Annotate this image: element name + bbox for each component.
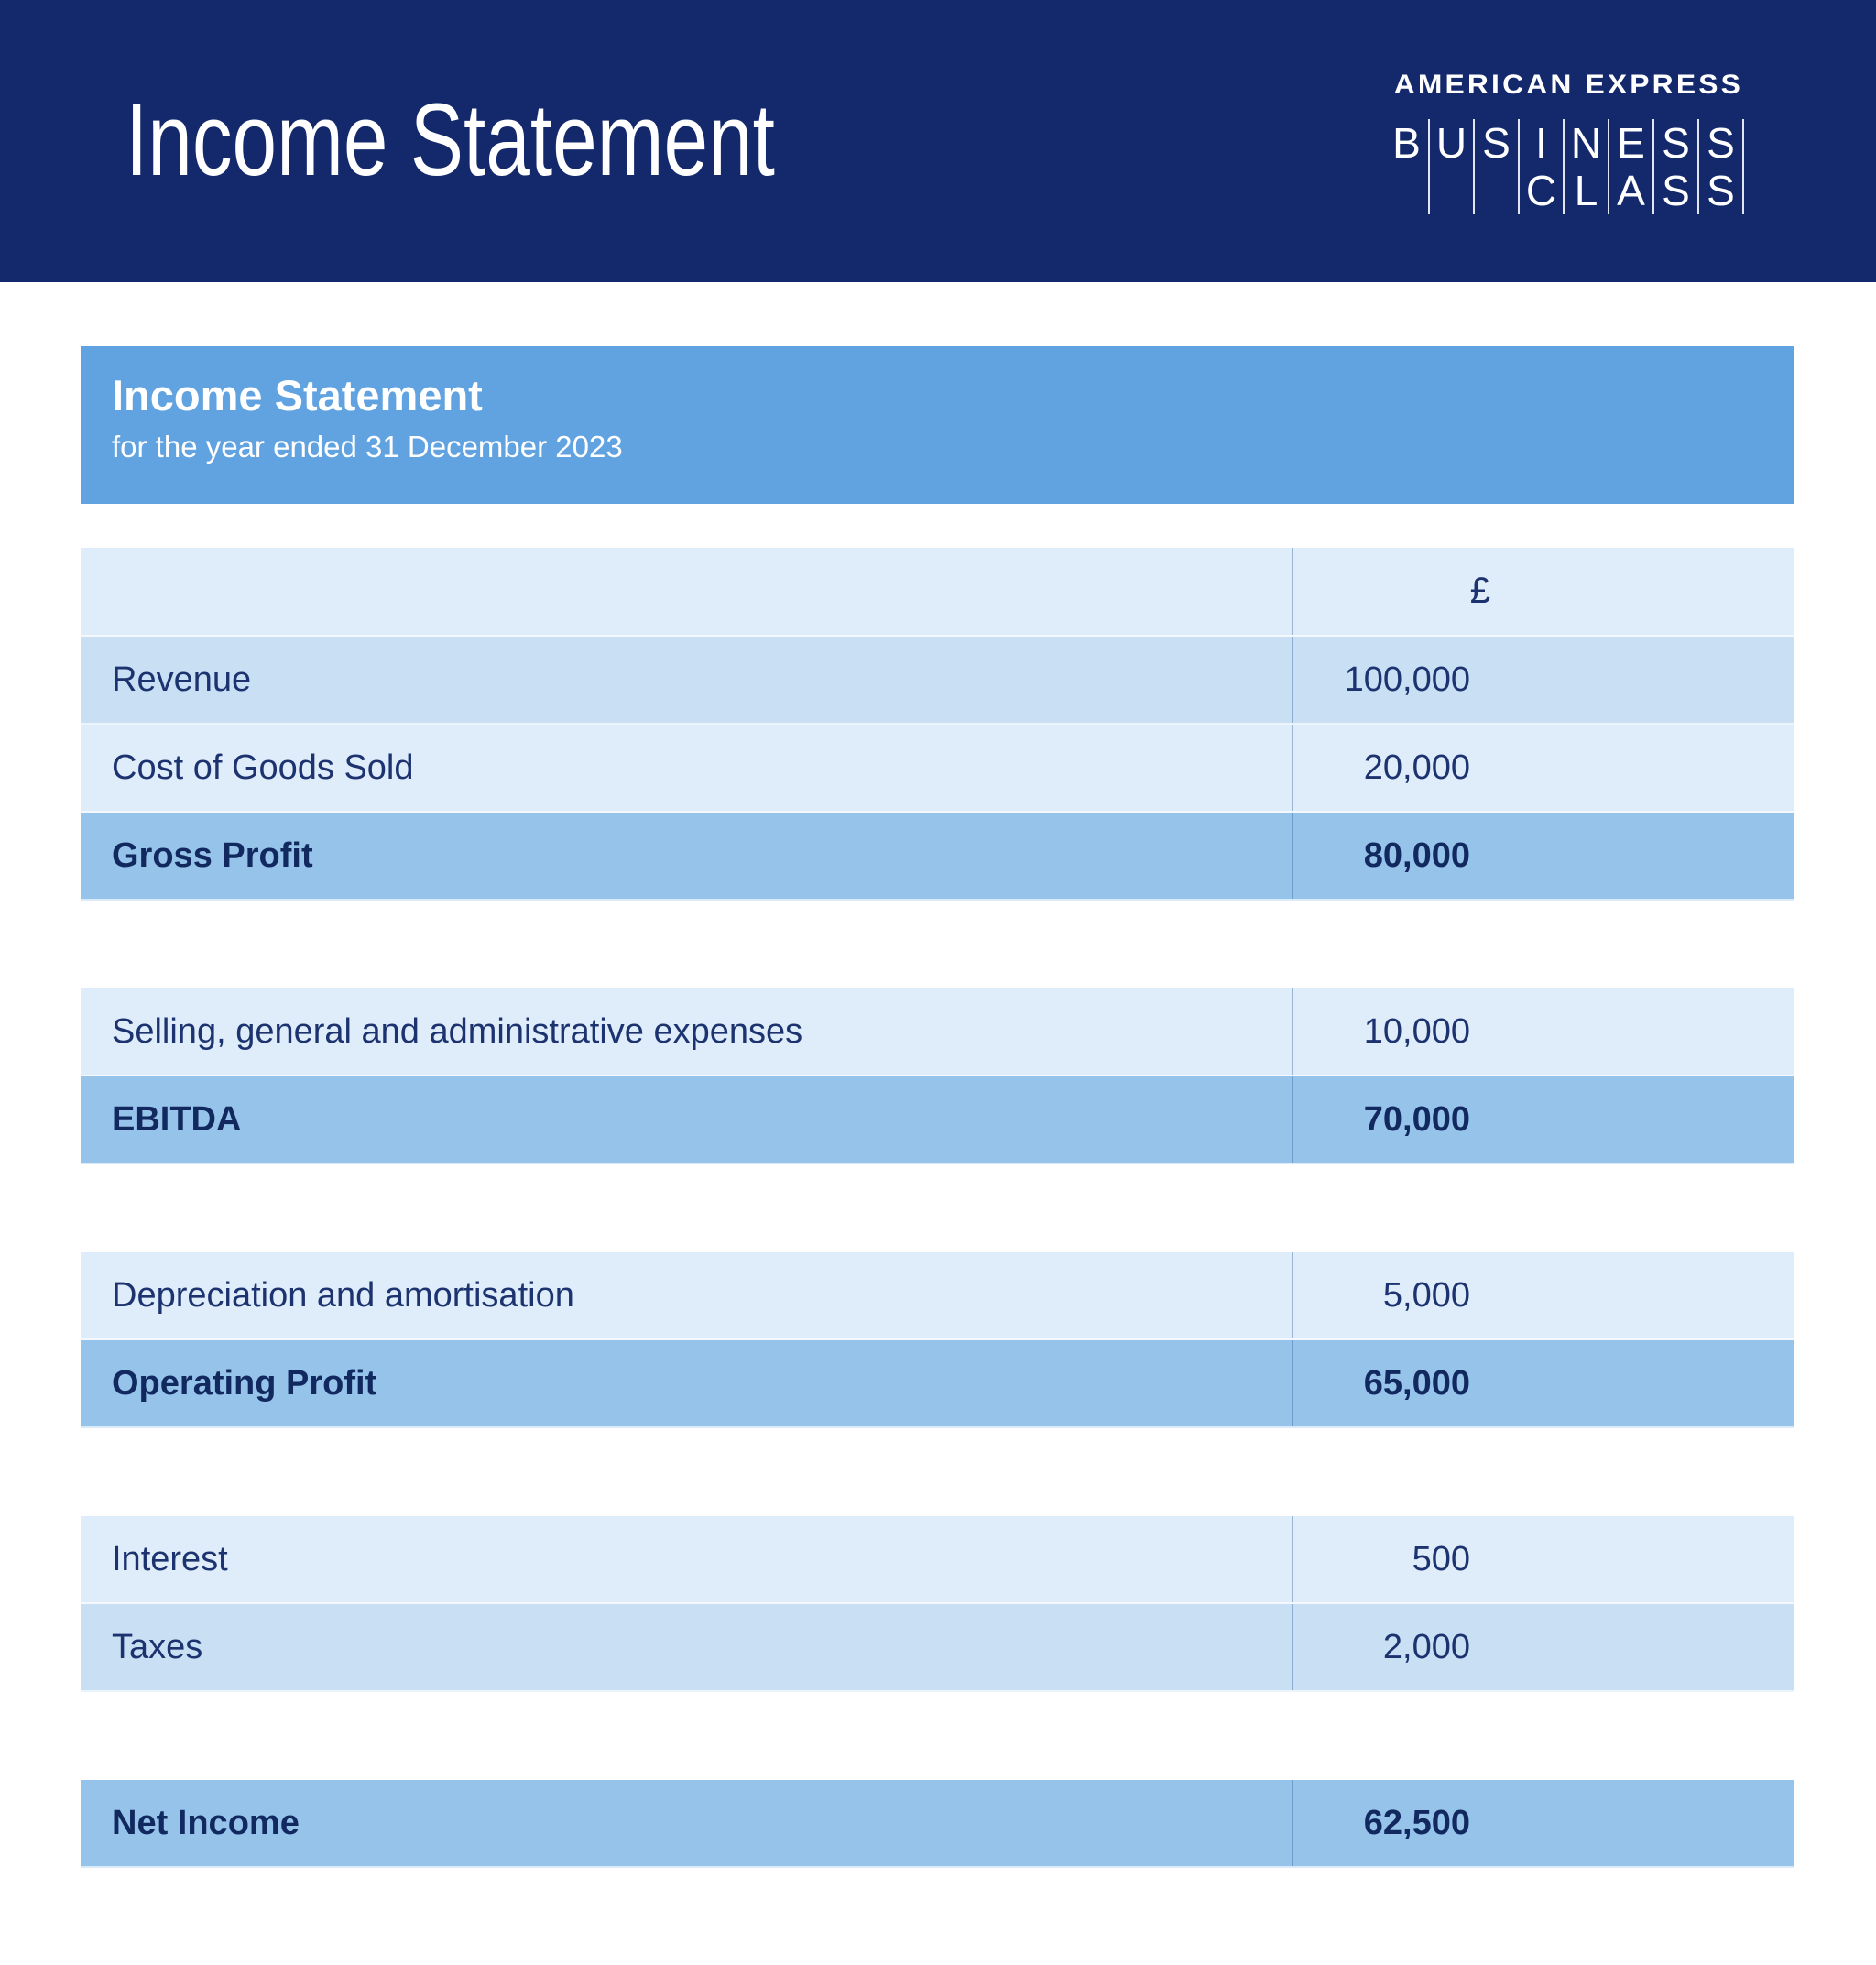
brand-divider-line [1608,119,1609,214]
brand-divider-line [1428,119,1430,214]
row-label: Cost of Goods Sold [81,725,1293,811]
brand-logo [1384,70,1743,214]
table-row [81,1780,1794,1868]
table-header-row [81,548,1794,637]
brand-letter: U [1435,119,1467,167]
brand-divider-line [1473,119,1475,214]
brand-letter: S [1707,119,1735,167]
brand-letter: S [1662,167,1690,214]
brand-divider-line [1563,119,1565,214]
statement-card-header [81,346,1794,504]
brand-divider-line [1742,119,1744,214]
row-label: Interest [81,1516,1293,1602]
row-value: 65,000 [1363,1363,1470,1403]
table-row [81,813,1794,901]
business-class-logo [1384,119,1743,214]
table-row [81,988,1794,1076]
brand-letter [1384,167,1429,214]
header-label-cell [81,548,1293,635]
gap-row [81,1428,1794,1516]
row-value: 500 [1412,1539,1470,1578]
gap-row [81,1164,1794,1252]
row-label: Revenue [81,637,1293,723]
row-value: 100,000 [1344,660,1470,699]
brand-letter [1474,167,1519,214]
brand-letter: B [1392,119,1421,167]
statement-subtitle: for the year ended 31 December 2023 [112,429,623,464]
table-row [81,1076,1794,1164]
gap-row [81,901,1794,988]
brand-letter: S [1482,119,1511,167]
row-label: EBITDA [81,1076,1293,1163]
row-value: 5,000 [1382,1275,1470,1315]
brand-divider-line [1697,119,1699,214]
brand-divider-line [1518,119,1520,214]
row-label: Net Income [81,1780,1293,1866]
table-row [81,1516,1794,1604]
top-banner [0,0,1876,282]
brand-letter: I [1535,119,1547,167]
row-value: 20,000 [1363,748,1470,787]
row-label: Gross Profit [81,813,1293,899]
brand-letter [1429,167,1474,214]
table-row [81,1340,1794,1428]
row-value: 80,000 [1363,835,1470,875]
brand-letter: S [1662,119,1690,167]
row-label: Selling, general and administrative expenses [81,988,1293,1075]
brand-letter: C [1525,167,1557,214]
table-row [81,1252,1794,1340]
brand-letter: N [1570,119,1602,167]
amex-wordmark: AMERICAN EXPRESS [1393,70,1743,100]
row-value: 70,000 [1363,1099,1470,1139]
brand-letter: S [1707,167,1735,214]
row-label: Taxes [81,1604,1293,1690]
table-row [81,1604,1794,1692]
page-title: Income Statement [125,82,775,197]
row-value: 10,000 [1363,1011,1470,1051]
row-value: 2,000 [1382,1627,1470,1666]
brand-divider-line [1652,119,1654,214]
brand-letter: E [1617,119,1645,167]
row-label: Operating Profit [81,1340,1293,1426]
brand-letter: A [1617,167,1645,214]
table-row [81,637,1794,725]
statement-title: Income Statement [112,371,483,420]
row-value: 62,500 [1363,1803,1470,1842]
brand-letter: L [1574,167,1598,214]
currency-symbol: £ [1469,571,1490,611]
income-table [81,548,1794,1868]
gap-row [81,1692,1794,1780]
table-row [81,725,1794,813]
row-label: Depreciation and amortisation [81,1252,1293,1338]
